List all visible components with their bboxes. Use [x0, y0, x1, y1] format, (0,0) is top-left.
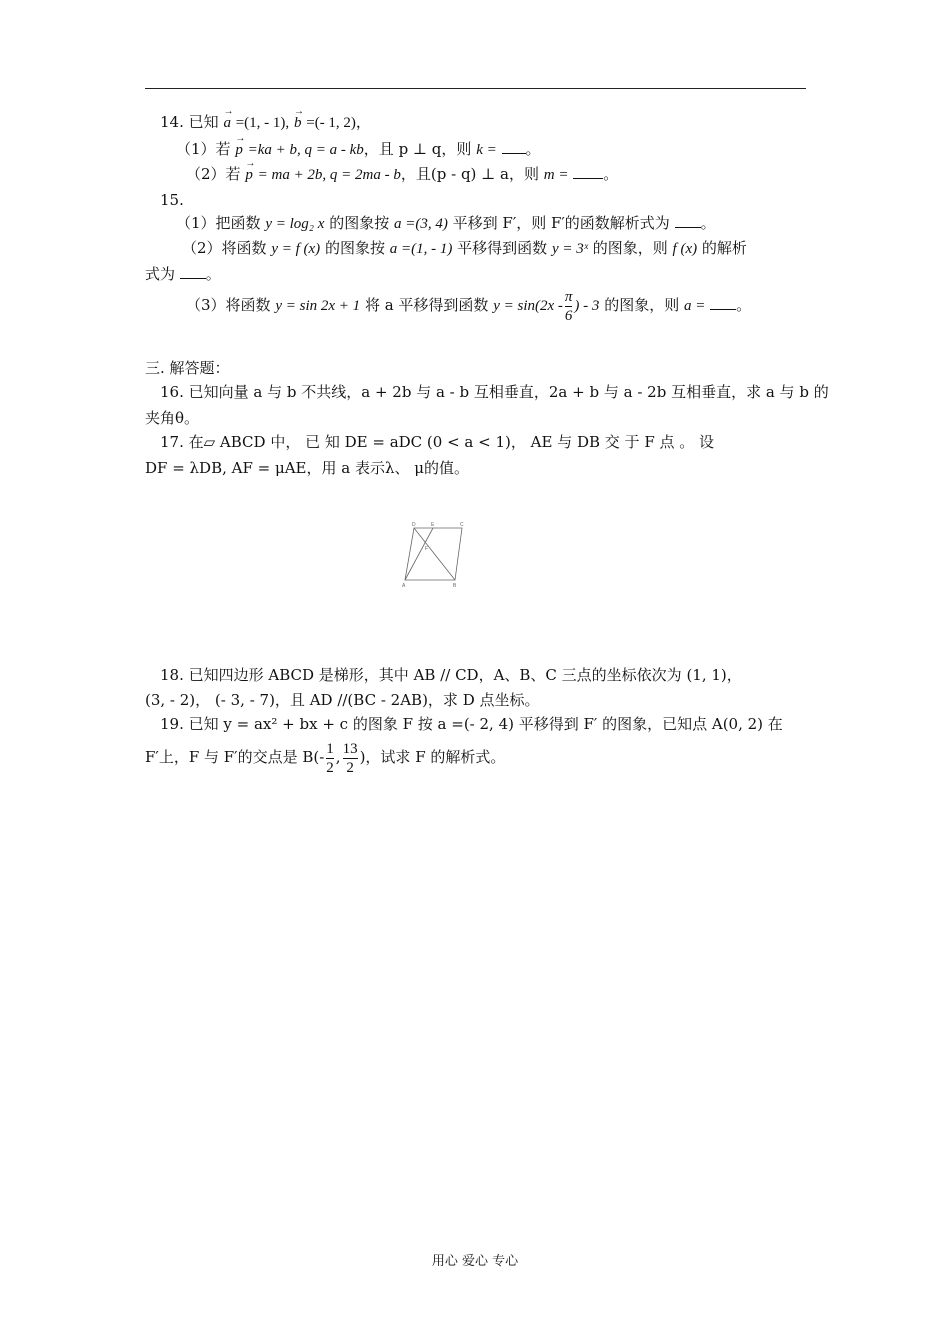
q15-part2-cont: 式为 。	[145, 265, 221, 283]
q15-p3-ask: a =	[683, 298, 706, 314]
q14-p2-ask: m =	[543, 167, 569, 183]
q14-b-value: =(- 1, 2)，	[306, 115, 371, 131]
answer-blank[interactable]	[502, 139, 526, 154]
fraction-numerator: 13	[342, 740, 358, 757]
q14-p1-cond: ，且 p ⊥ q，则	[363, 140, 472, 158]
answer-blank[interactable]	[710, 295, 736, 310]
q19-line2-b: )，试求 F 的解析式。	[359, 748, 506, 766]
q15-p3-func2b: ) - 3	[574, 298, 600, 314]
q14-p1-expr: =ka + b, q = a - kb	[247, 142, 364, 158]
label-a: A	[402, 583, 406, 589]
q15-part2	[182, 238, 747, 259]
parallelogram-shape	[405, 528, 462, 580]
q15-p1-func: y = log₂ x	[265, 216, 325, 232]
q15-p2-vec: a =(1, - 1)	[389, 241, 453, 257]
q15-p1-label: （1）把函数	[176, 214, 261, 232]
q15-p2-label: （2）将函数	[182, 239, 267, 257]
answer-blank[interactable]	[675, 213, 701, 228]
q14-part1: （1）若 → p =ka + b, q = a - kb，且 p ⊥ q，则 k = 。	[176, 139, 541, 160]
q15-p2-end2: 的图象，则	[592, 239, 668, 257]
q15-p2-mid: 的图象按	[324, 239, 385, 257]
q15-p3-label: （3）将函数	[186, 296, 271, 314]
q15-p2-func: y = f (x)	[271, 241, 321, 257]
q18-line1: 18. 已知四边形 ABCD 是梯形，其中 AB // CD，A、B、C 三点的坐标依次为 (1, 1)，	[160, 666, 742, 684]
answer-blank[interactable]	[180, 264, 206, 279]
q16-line2: 夹角θ。	[145, 409, 200, 427]
q14-part2: （2）若 → p = ma + 2b, q = 2ma - b，且(p - q) ⊥ a，则 m = 。	[186, 164, 618, 185]
q14-p1-label: （1）若	[176, 140, 231, 158]
q15-part1: （1）把函数 y = log₂ x 的图象按 a =(3, 4) 平移到 F′，则 F′的函数解析式为 。	[176, 214, 716, 232]
vector-a: → a	[223, 113, 231, 133]
q14-stem-prefix: 已知	[188, 113, 219, 131]
section-heading: 三. 解答题：	[145, 359, 230, 377]
q14-p2-label: （2）若	[186, 165, 241, 183]
label-b: B	[453, 583, 457, 589]
q14-p2-cond: ，且(p - q) ⊥ a，则	[400, 165, 539, 183]
q15-number-text: 15.	[160, 191, 184, 209]
fraction-denominator: 2	[326, 759, 334, 776]
q14-a-value: =(1, - 1),	[235, 115, 290, 131]
segment-db	[414, 528, 455, 580]
q19-line1: 19. 已知 y = ax² + bx + c 的图象 F 按 a =(- 2, 4) 平移得到 F′ 的图象，已知点 A(0, 2) 在	[160, 715, 783, 733]
q14-number: 14.	[160, 113, 184, 131]
q15-p3-mid: 将 a 平移得到函数	[364, 296, 489, 314]
label-c: C	[460, 522, 464, 528]
q15-number	[160, 190, 184, 210]
q18-line2: (3, - 2)， (- 3, - 7)，且 AD //(BC - 2AB)，求 D 点坐标。	[145, 691, 540, 709]
vector-p: → p	[245, 165, 253, 185]
fraction-denominator: 6	[564, 307, 573, 324]
fraction-denominator: 2	[346, 759, 354, 776]
label-e: E	[431, 522, 435, 528]
q15-p2-func2: y = 3ˣ	[551, 241, 588, 257]
fraction-numerator: π	[564, 288, 573, 305]
answer-blank[interactable]	[573, 164, 603, 179]
page-footer: 用心 爱心 专心	[431, 1254, 519, 1269]
q17-line1: 17. 在▱ ABCD 中， 已 知 DE = aDC (0 < a < 1)， AE 与 DB 交 于 F 点 。 设	[160, 433, 715, 451]
q14-stem	[160, 112, 371, 133]
q15-p3-end: 的图象，则	[604, 296, 680, 314]
q14-p1-ask: k =	[476, 142, 497, 158]
q14-p2-expr: = ma + 2b, q = 2ma - b	[257, 167, 401, 183]
q16-line1: 16. 已知向量 a 与 b 不共线，a + 2b 与 a - b 互相垂直，2a + b 与 a - 2b 互相垂直，求 a 与 b 的	[160, 383, 829, 401]
label-f: F	[425, 546, 429, 552]
q15-p1-mid: 的图象按	[329, 214, 390, 232]
q15-part3: （3）将函数 y = sin 2x + 1 将 a 平移得到函数 y = sin(2x - $\frac{\pi}{6}$ ) - 3 的图象，则 a = 。	[186, 288, 752, 324]
label-d: D	[412, 522, 416, 528]
fraction	[343, 740, 358, 777]
q15-p2-func3: f (x)	[672, 241, 698, 257]
q17-line2: DF = λDB, AF = μAE，用 a 表示λ、 μ的值。	[145, 459, 470, 477]
q15-p1-end: 平移到 F′，则 F′的函数解析式为	[452, 214, 670, 232]
header-rule	[145, 88, 806, 89]
fraction-numerator: 1	[326, 740, 334, 757]
q15-p3-func: y = sin 2x + 1	[275, 298, 361, 314]
q15-p2-cont: 式为	[145, 265, 176, 283]
vector-b: → b	[294, 113, 302, 133]
q19-line2: F′上，F 与 F′的交点是 B(- $\frac{1}{2}$ , $\frac{13}{2}$ )，试求 F 的解析式。	[145, 740, 506, 776]
q15-p1-vec: a =(3, 4)	[393, 216, 448, 232]
vector-p: → p	[235, 140, 243, 160]
parallelogram-figure	[400, 520, 470, 590]
q15-p2-end3: 的解析	[701, 239, 747, 257]
q15-p2-end1: 平移得到函数	[457, 239, 548, 257]
fraction	[565, 288, 573, 325]
fraction	[326, 740, 334, 777]
q15-p3-func2a: y = sin(2x -	[493, 298, 563, 314]
q19-line2-a: F′上，F 与 F′的交点是 B(-	[145, 748, 325, 766]
